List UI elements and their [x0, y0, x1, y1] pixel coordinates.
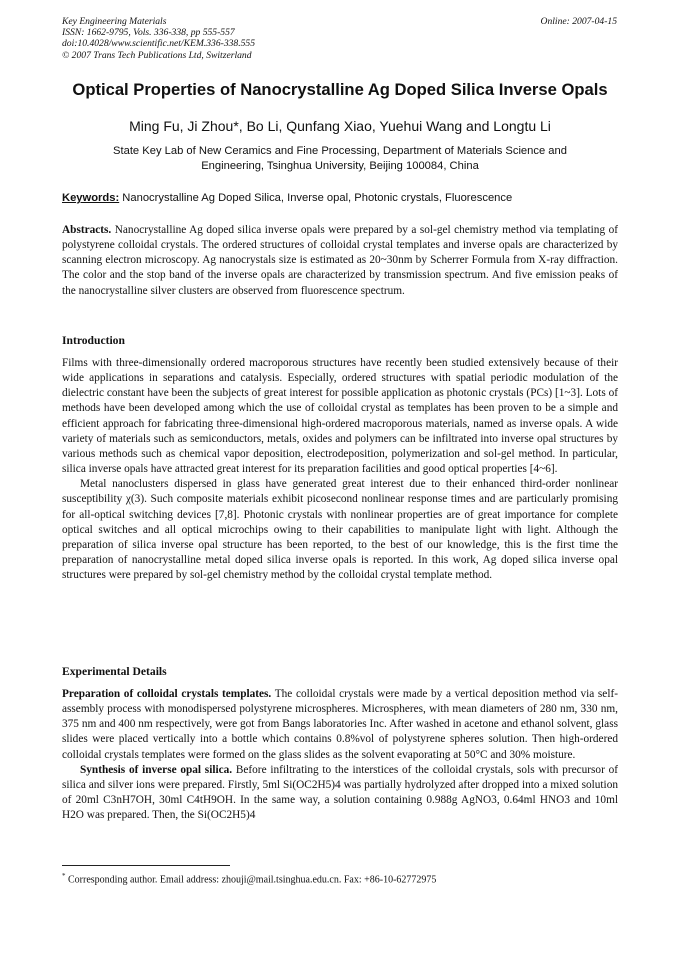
footnote: [62, 872, 436, 885]
intro-paragraph-2: Metal nanoclusters dispersed in glass have generated great interest due to their enhanced third-order nonlinear susceptibility χ(3). Such composite materials exhibit picosecond nonlinear response times and are particularly promising for all-optical switching devices [7,8]. Photonic crystals with nonlinear properties are of great importance for complete optical switches and all optical microchips owing to their capabilities to manipulate light with light. Although the preparation of silica inverse opal structure has been reported, to the best of our knowledge, this is the first time the preparation of nanocrystalline metal doped silica inverse opals is reported. In this work, Ag doped silica inverse opal structures were prepared by sol-gel chemistry method by the colloidal crystal template method.: [62, 478, 618, 582]
prep-label: Preparation of colloidal crystals templates.: [62, 688, 272, 700]
intro-paragraph-1: Films with three-dimensionally ordered macroporous structures have recently been studied extensively because of their wide applications in separations and catalysis. Especially, ordered structures with spatial periodic modulation of the dielectric constant have been the subjects of great interest for possible application as photonic crystals (PCs) [1~3]. Lots of methods have been developed among which the use of colloidal crystal as templates has been proven to be a simple and efficient approach for fabricating three-dimensional high-ordered macroporous materials, named as inverse opals. A wide variety of materials such as semiconductors, metals, oxides and polymers can be infiltrated into inverse opal structures by various methods such as chemical vapor deposition, electrodeposition, polymerization and sol-gel method. In particular, silica inverse opals have attracted great interest for its preparation facilities and good optical properties [4~6].: [62, 357, 618, 476]
synth-label: Synthesis of inverse opal silica.: [80, 763, 233, 776]
synth-text: Before infiltrating to the interstices of the colloidal crystals, sols with precursor of silica and silver ions were prepared. Firstly, 5ml Si(OC2H5)4 was partially hydrolyzed after dropped into a mixed solution of 20ml C3nH7OH, 30ml C4tH9OH. In the same way, a solution containing 0.988g AgNO3, 0.64ml HNO3 and 10ml H2O was prepared. Then, the Si(OC2H5)4: [62, 763, 618, 822]
affiliation-line-2: Engineering, Tsinghua University, Beijing 100084, China: [201, 160, 479, 172]
introduction-body: [62, 356, 618, 583]
author-list: Ming Fu, Ji Zhou*, Bo Li, Qunfang Xiao, Yuehui Wang and Longtu Li: [129, 118, 551, 134]
issn-line: ISSN: 1662-9795, Vols. 336-338, pp 555-557: [62, 27, 235, 39]
journal-header: [62, 16, 617, 61]
abstract: [62, 223, 618, 299]
affiliation: [62, 144, 618, 174]
keywords-text: Nanocrystalline Ag Doped Silica, Inverse opal, Photonic crystals, Fluorescence: [119, 192, 513, 204]
affiliation-line-1: State Key Lab of New Ceramics and Fine Processing, Department of Materials Science and: [113, 145, 567, 157]
abstract-text: Nanocrystalline Ag doped silica inverse opals were prepared by a sol-gel chemistry method via templating of polystyrene colloidal crystals. The ordered structures of colloidal crystal templates and inverse opals are characterized by scanning electron microscopy. Ag nanocrystals size is estimated as 20~30nm by Scherrer Formula from X-ray diffraction. The color and the stop band of the inverse opals are characterized by transmission spectrum. And five emission peaks of the nanocrystalline silver clusters are observed from fluorescence spectrum.: [62, 224, 618, 297]
keywords-label: Keywords:: [62, 192, 120, 204]
footnote-marker: *: [62, 872, 66, 880]
synth-paragraph: [62, 763, 618, 824]
copyright-line: © 2007 Trans Tech Publications Ltd, Switzerland: [62, 49, 252, 61]
experimental-heading: Experimental Details: [62, 665, 167, 678]
keywords: [62, 192, 618, 204]
paper-title: Optical Properties of Nanocrystalline Ag Doped Silica Inverse Opals: [72, 80, 608, 99]
experimental-body: [62, 687, 618, 823]
prep-paragraph: [62, 687, 618, 763]
abstract-label: Abstracts.: [62, 224, 112, 236]
doi-line: doi:10.4028/www.scientific.net/KEM.336-338.555: [62, 38, 256, 50]
introduction-heading: Introduction: [62, 334, 125, 347]
footnote-text: Corresponding author. Email address: zhouji@mail.tsinghua.edu.cn. Fax: +86-10-62772975: [65, 874, 437, 886]
prep-text: The colloidal crystals were made by a vertical deposition method via self-assembly process with monodispersed polystyrene microspheres. Microspheres, with mean diameters of 280 nm, 330 nm, 375 nm and 400 nm respectively, were got from Bangs laboratories Inc. After washed in acetone and ethanol solvent, glass slides were placed vertically into a bottle which contains 0.8%vol of polystyrene spheres solution. Then high-ordered colloidal crystals templates were formed on the glass slides as the solvent evaporating at 50°C and 30% moisture.: [62, 688, 618, 761]
online-date: Online: 2007-04-15: [540, 16, 617, 27]
footnote-rule: [62, 865, 230, 866]
journal-name: Key Engineering Materials: [62, 16, 167, 27]
